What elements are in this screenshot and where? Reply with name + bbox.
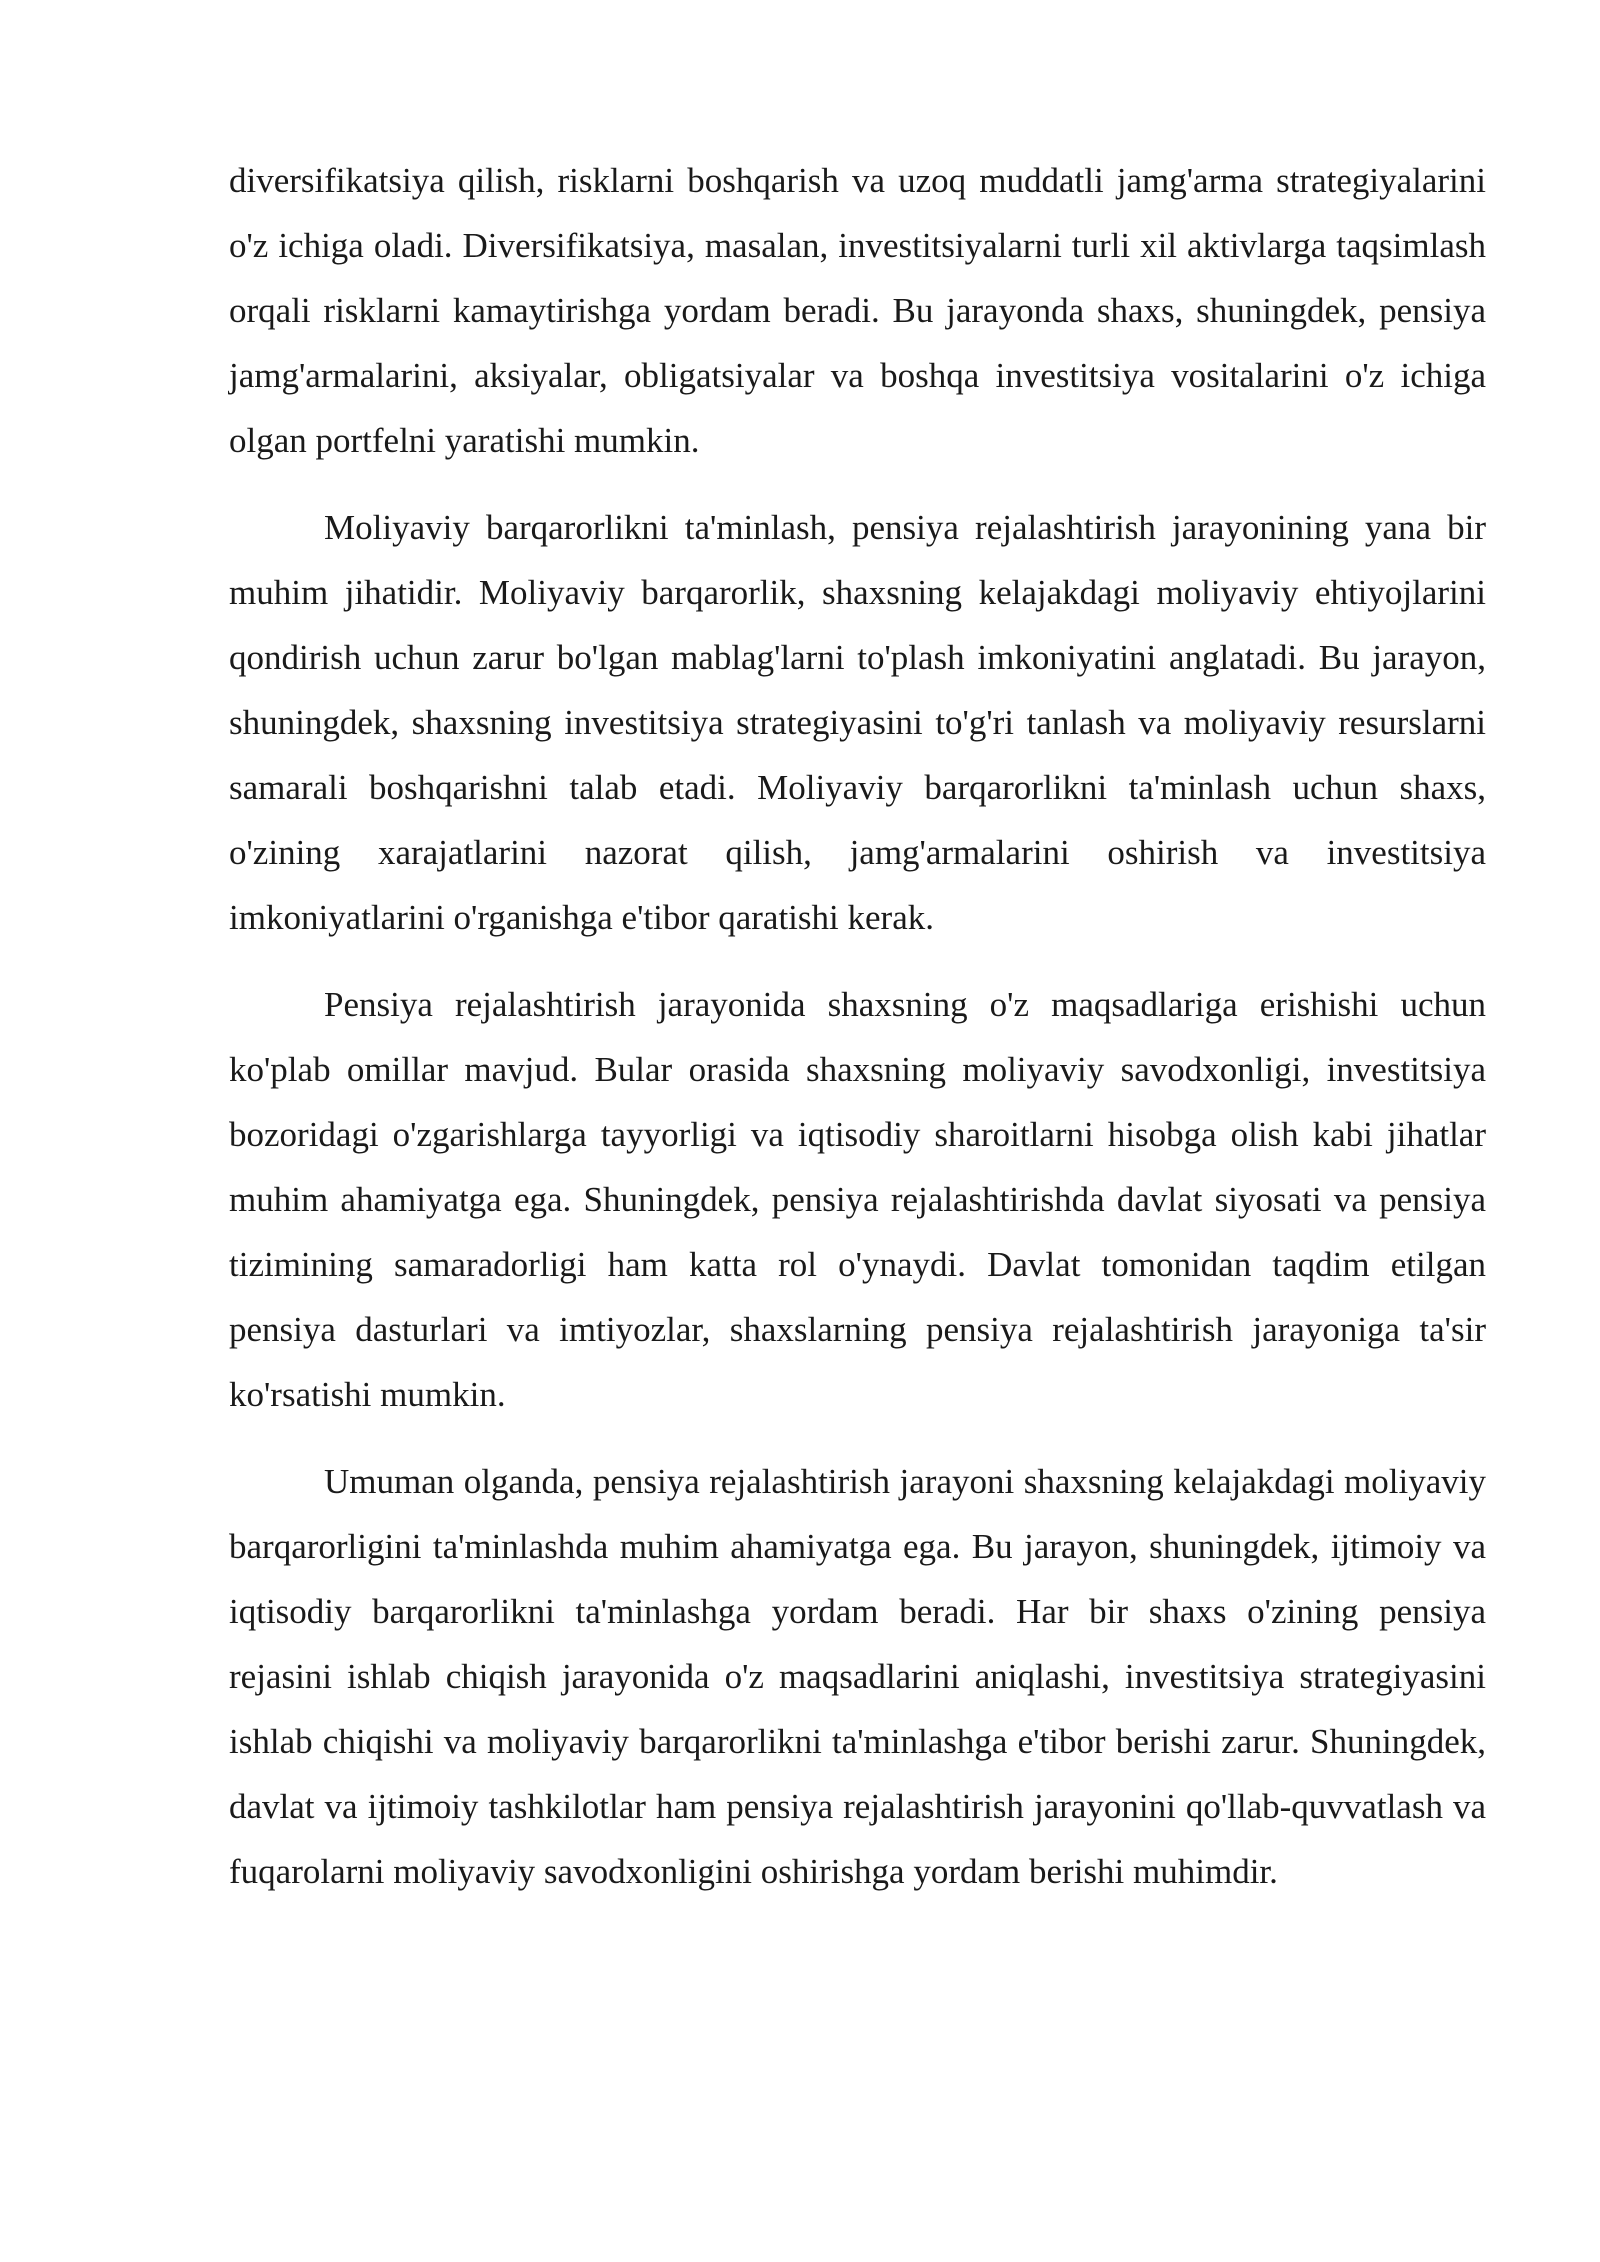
- paragraph-1: diversifikatsiya qilish, risklarni boshqarish va uzoq muddatli jamg'arma strategiyalarini o'z ichiga oladi. Diversifikatsiya, masalan, investitsiyalarni turli xil aktivlarga taqsimlash orqali risklarni kamaytirishga yordam beradi. Bu jarayonda shaxs, shuningdek, pensiya jamg'armalarini, aksiyalar, obligatsiyalar va boshqa investitsiya vositalarini o'z ichiga olgan portfelni yaratishi mumkin.: [229, 161, 1486, 460]
- document-body: [229, 148, 1486, 1926]
- paragraph-2: Moliyaviy barqarorlikni ta'minlash, pensiya rejalashtirish jarayonining yana bir muhim jihatidir. Moliyaviy barqarorlik, shaxsning kelajakdagi moliyaviy ehtiyojlarini qondirish uchun zarur bo'lgan mablag'larni to'plash imkoniyatini anglatadi. Bu jarayon, shuningdek, shaxsning investitsiya strategiyasini to'g'ri tanlash va moliyaviy resurslarni samarali boshqarishni talab etadi. Moliyaviy barqarorlikni ta'minlash uchun shaxs, o'zining xarajatlarini nazorat qilish, jamg'armalarini oshirish va investitsiya imkoniyatlarini o'rganishga e'tibor qaratishi kerak.: [229, 508, 1486, 937]
- paragraph-3: Pensiya rejalashtirish jarayonida shaxsning o'z maqsadlariga erishishi uchun ko'plab omillar mavjud. Bular orasida shaxsning moliyaviy savodxonligi, investitsiya bozoridagi o'zgarishlarga tayyorligi va iqtisodiy sharoitlarni hisobga olish kabi jihatlar muhim ahamiyatga ega. Shuningdek, pensiya rejalashtirishda davlat siyosati va pensiya tizimining samaradorligi ham katta rol o'ynaydi. Davlat tomonidan taqdim etilgan pensiya dasturlari va imtiyozlar, shaxslarning pensiya rejalashtirish jarayoniga ta'sir ko'rsatishi mumkin.: [229, 985, 1486, 1414]
- paragraph-4: Umuman olganda, pensiya rejalashtirish jarayoni shaxsning kelajakdagi moliyaviy barqarorligini ta'minlashda muhim ahamiyatga ega. Bu jarayon, shuningdek, ijtimoiy va iqtisodiy barqarorlikni ta'minlashga yordam beradi. Har bir shaxs o'zining pensiya rejasini ishlab chiqish jarayonida o'z maqsadlarini aniqlashi, investitsiya strategiyasini ishlab chiqishi va moliyaviy barqarorlikni ta'minlashga e'tibor berishi zarur. Shuningdek, davlat va ijtimoiy tashkilotlar ham pensiya rejalashtirish jarayonini qo'llab-quvvatlash va fuqarolarni moliyaviy savodxonligini oshirishga yordam berishi muhimdir.: [229, 1462, 1486, 1891]
